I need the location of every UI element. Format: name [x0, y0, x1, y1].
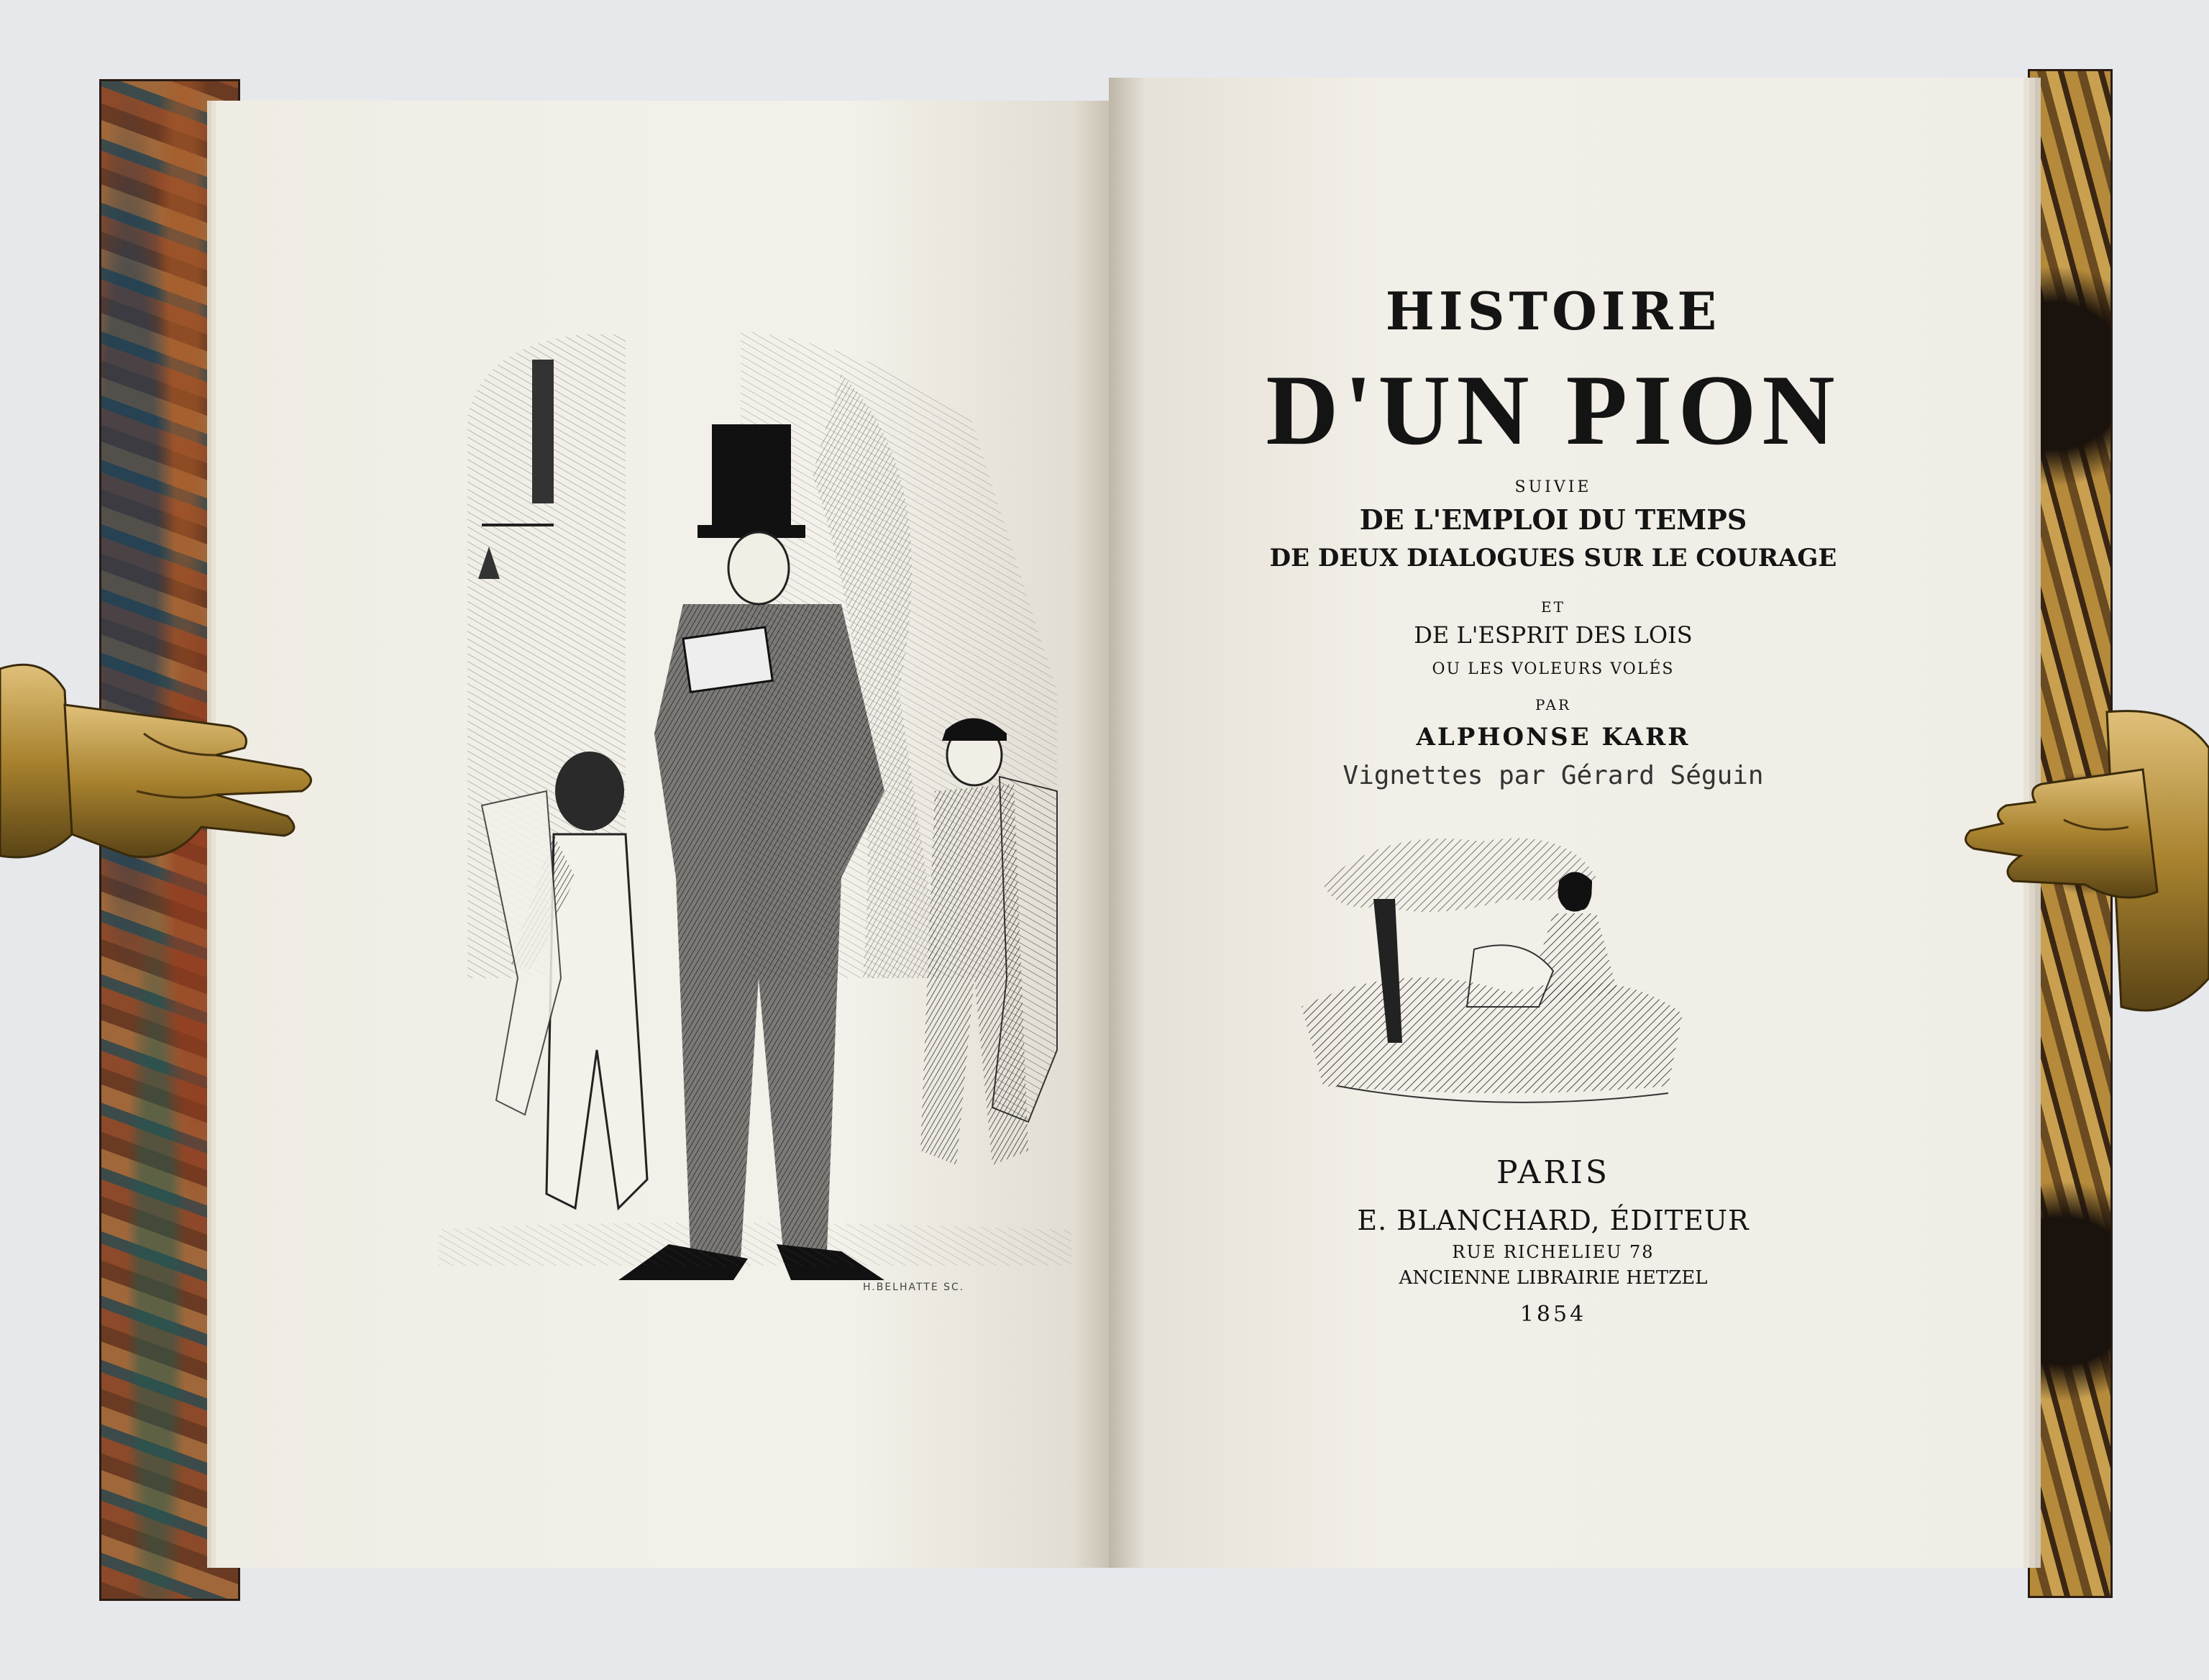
subtitle-voleurs-voles: OU LES VOLEURS VOLÉS: [1432, 660, 1675, 678]
vignettes-credit: Vignettes par Gérard Séguin: [1343, 761, 1764, 790]
right-brass-hand-clip: [1963, 705, 2209, 1036]
imprint-librairie: ANCIENNE LIBRAIRIE HETZEL: [1399, 1267, 1708, 1289]
title-line-histoire: HISTOIRE: [1385, 280, 1721, 342]
subtitle-et: ET: [1541, 598, 1565, 616]
left-brass-hand-clip: [0, 647, 331, 906]
title-line-dun-pion: D'UN PION: [1266, 355, 1841, 466]
title-vignette: [1294, 827, 1697, 1129]
frontispiece-engraving: [439, 331, 1071, 1287]
imprint-year: 1854: [1519, 1302, 1587, 1327]
subtitle-emploi-du-temps: DE L'EMPLOI DU TEMPS: [1359, 503, 1747, 536]
imprint-publisher: E. BLANCHARD, ÉDITEUR: [1357, 1205, 1750, 1236]
subtitle-suivie: SUIVIE: [1514, 478, 1592, 496]
engraver-signature: H.BELHATTE SC.: [863, 1282, 965, 1293]
subtitle-esprit-des-lois: DE L'ESPRIT DES LOIS: [1414, 621, 1693, 649]
author-name: ALPHONSE KARR: [1416, 723, 1691, 752]
subtitle-dialogues: DE DEUX DIALOGUES SUR LE COURAGE: [1269, 544, 1837, 572]
subtitle-par: PAR: [1535, 696, 1572, 713]
imprint-address: RUE RICHELIEU 78: [1452, 1242, 1655, 1262]
imprint-city: PARIS: [1496, 1154, 1610, 1191]
